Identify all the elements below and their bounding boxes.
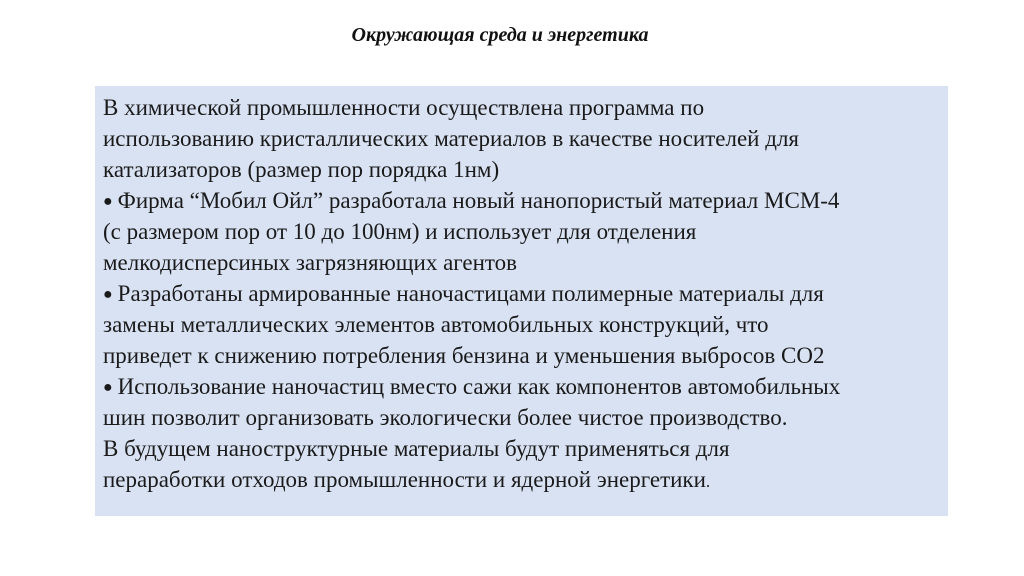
- text-line: Использование наночастиц вместо сажи как компонентов автомобильных: [117, 374, 841, 399]
- intro-paragraph: [103, 92, 940, 185]
- text-line: В химической промышленности осуществлена программа по: [103, 95, 705, 120]
- bullet-item-polymer-materials: [103, 278, 940, 371]
- text-line: Фирма “Мобил Ойл” разработала новый нанопористый материал МСМ-4: [117, 188, 840, 213]
- content-text-box: [95, 86, 948, 516]
- text-line: шин позволит организовать экологически более чистое производство.: [103, 405, 788, 430]
- text-line: замены металлических элементов автомобильных конструкций, что: [103, 312, 769, 337]
- text-line: использованию кристаллических материалов в качестве носителей для: [103, 126, 799, 151]
- bullet-dot-icon: ●: [103, 286, 113, 303]
- slide-title: Окружающая среда и энергетика: [351, 24, 649, 46]
- text-line: Разработаны армированные наночастицами полимерные материалы для: [117, 281, 824, 306]
- text-line: приведет к снижению потребления бензина и уменьшения выбросов CO2: [103, 343, 825, 368]
- text-line: (с размером пор от 10 до 100нм) и использует для отделения: [103, 219, 697, 244]
- text-line: В будущем наноструктурные материалы будут применяться для: [103, 436, 730, 461]
- bullet-item-mobil-oil: [103, 185, 940, 278]
- outro-paragraph: [103, 433, 940, 495]
- bullet-dot-icon: ●: [103, 193, 113, 210]
- bullet-item-nanoparticles-tires: [103, 371, 940, 433]
- sentence-period: .: [705, 472, 711, 491]
- text-line: пераработки отходов промышленности и ядерной энергетики: [103, 467, 706, 492]
- text-line: мелкодисперсиных загрязняющих агентов: [103, 250, 518, 275]
- bullet-dot-icon: ●: [103, 379, 113, 396]
- text-line: катализаторов (размер пор порядка 1нм): [103, 157, 500, 182]
